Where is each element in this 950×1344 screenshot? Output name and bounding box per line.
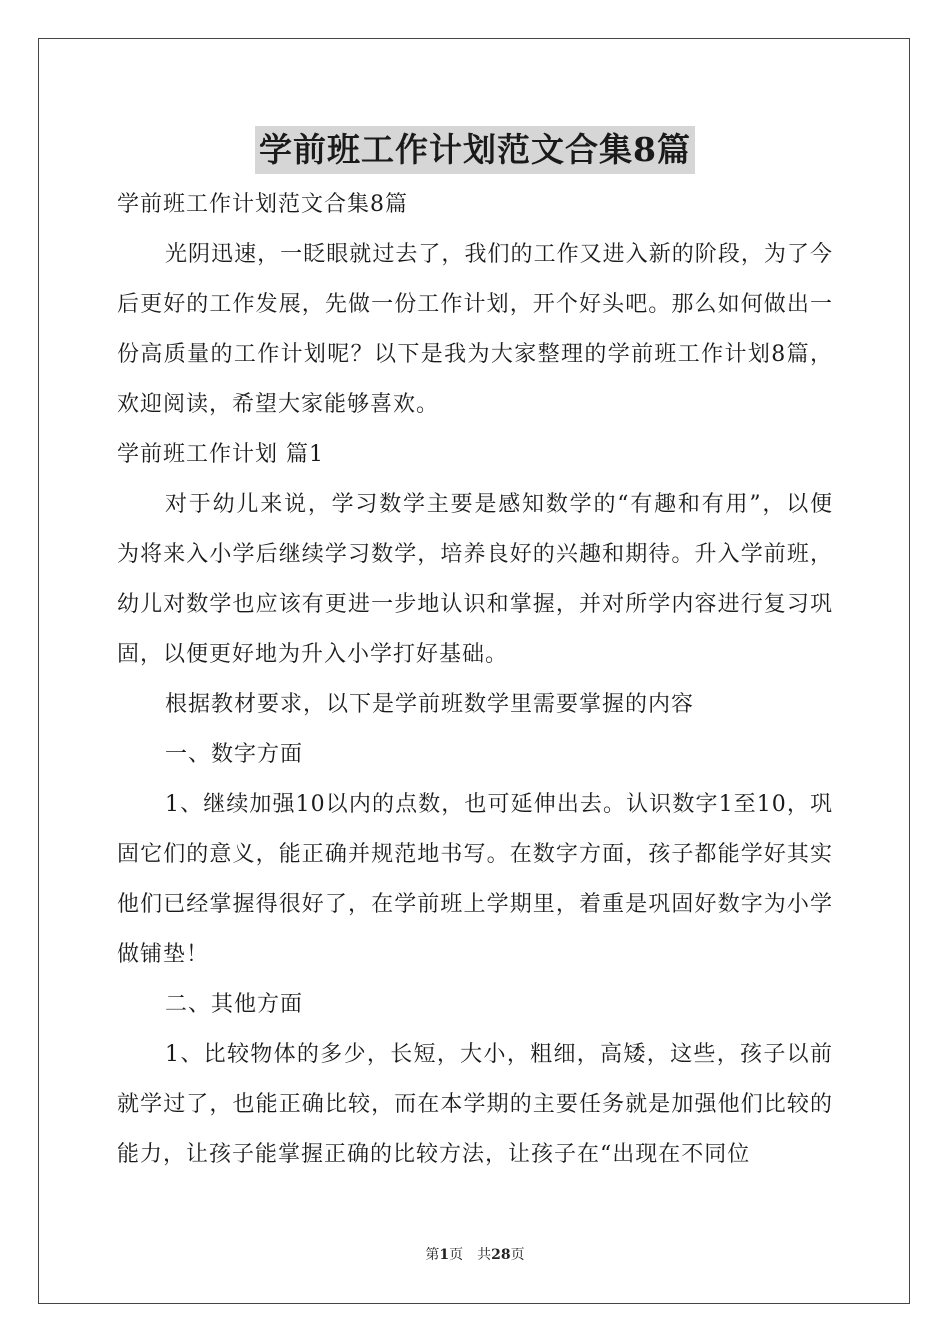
document-body xyxy=(117,180,833,1180)
document-title: 学前班工作计划范文合集8篇 xyxy=(255,126,695,174)
paragraph-2: 根据教材要求，以下是学前班数学里需要掌握的内容 xyxy=(165,692,695,717)
page-mid: 页 共 xyxy=(449,1247,492,1263)
page-footer xyxy=(0,1244,950,1264)
paragraph-4: 1、比较物体的多少，长短，大小，粗细，高矮，这些，孩子以前就学过了，也能正确比较，而在本学期的主要任务就是加强他们比较的能力，让孩子能掌握正确的比较方法，让孩子在“出现在不同位 xyxy=(117,1042,833,1167)
page-suffix: 页 xyxy=(510,1247,525,1263)
page-current: 1 xyxy=(439,1247,450,1263)
page-prefix: 第 xyxy=(425,1247,440,1263)
title-block xyxy=(0,126,950,174)
paragraph-1: 对于幼儿来说，学习数学主要是感知数学的“有趣和有用”，以便为将来入小学后继续学习数学，培养良好的兴趣和期待。升入学前班，幼儿对数学也应该有更进一步地认识和掌握，并对所学内容进行复习巩固，以便更好地为升入小学打好基础。 xyxy=(117,492,833,667)
intro-paragraph: 光阴迅速，一眨眼就过去了，我们的工作又进入新的阶段，为了今后更好的工作发展，先做一份工作计划，开个好头吧。那么如何做出一份高质量的工作计划呢？以下是我为大家整理的学前班工作计划8篇，欢迎阅读，希望大家能够喜欢。 xyxy=(117,242,833,417)
page-total: 28 xyxy=(491,1247,511,1263)
heading-other: 二、其他方面 xyxy=(165,992,304,1017)
paragraph-3: 1、继续加强10以内的点数，也可延伸出去。认识数字1至10，巩固它们的意义，能正确并规范地书写。在数字方面，孩子都能学好其实他们已经掌握得很好了，在学前班上学期里，着重是巩固好数字为小学做铺垫！ xyxy=(117,792,833,967)
heading-numbers: 一、数字方面 xyxy=(165,742,304,767)
subtitle: 学前班工作计划范文合集8篇 xyxy=(117,192,408,217)
section-heading: 学前班工作计划 篇1 xyxy=(117,442,324,467)
